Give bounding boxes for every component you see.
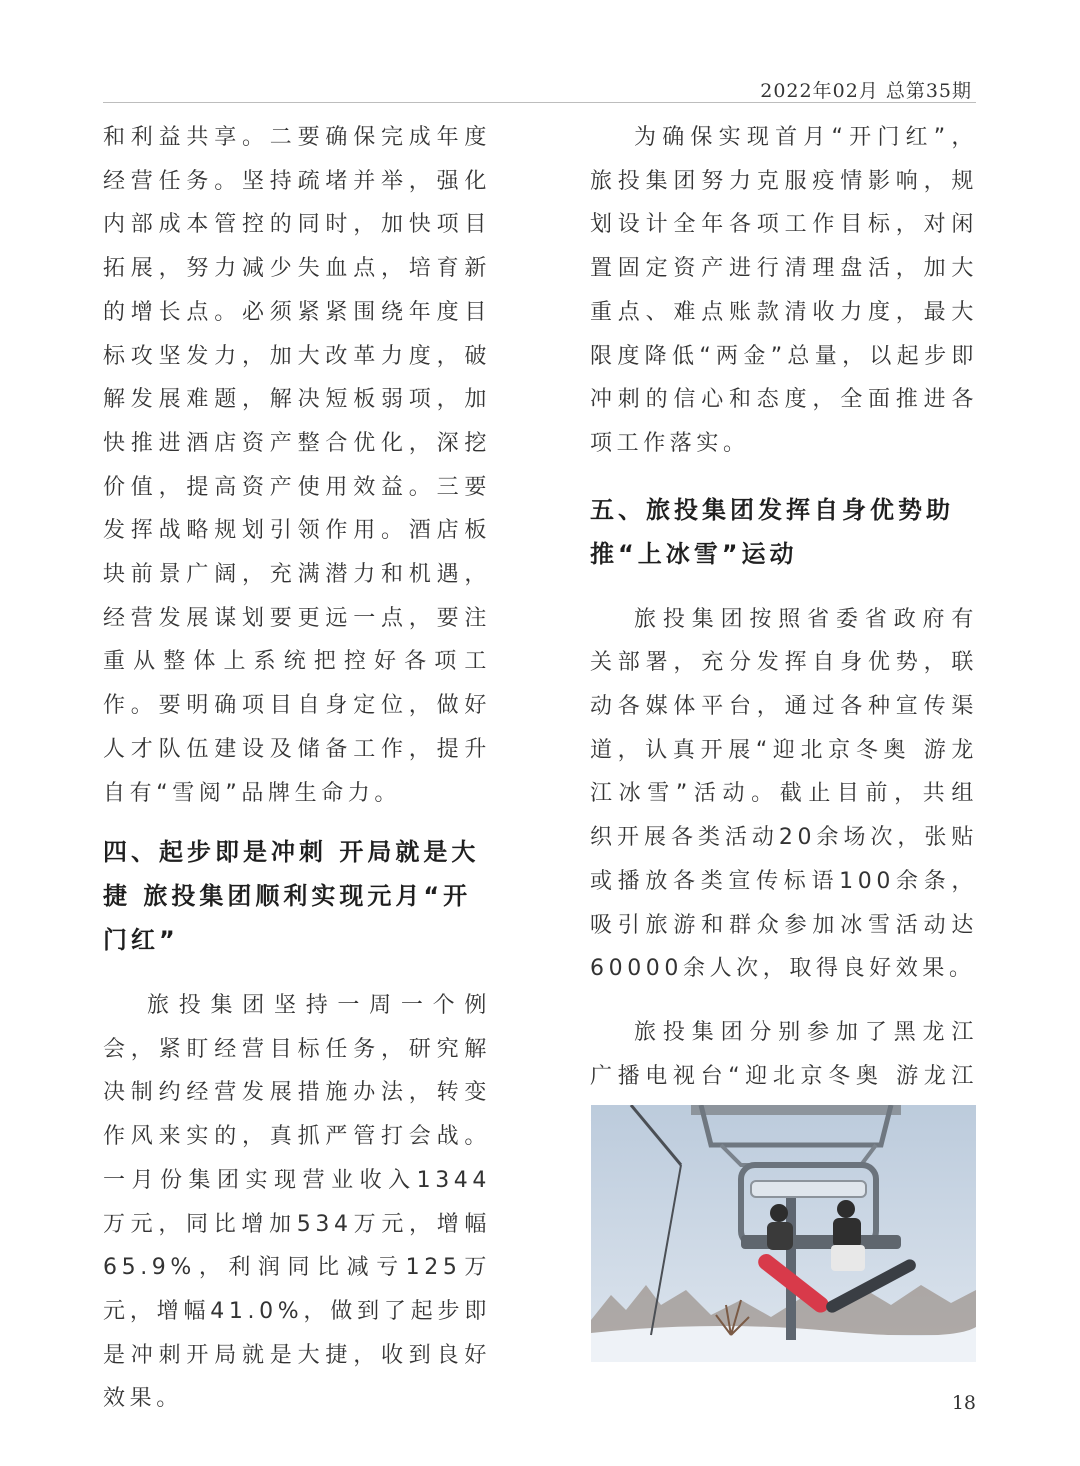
paragraph-left-1: 和利益共享。二要确保完成年度经营任务。坚持疏堵并举，强化内部成本管控的同时，加快项目拓展，努力减少失血点，培育新的增长点。必须紧紧围绕年度目标攻坚发力，加大改革力度，破解发展难题，解决短板弱项，加快推进酒店资产整合优化，深挖价值，提高资产使用效益。三要发挥战略规划引领作用。酒店板块前景广阔，充满潜力和机遇，经营发展谋划要更远一点，要注重从整体上系统把控好各项工作。要明确项目自身定位，做好人才队伍建设及储备工作，提升自有“雪阅”品牌生命力。 [103, 125, 491, 806]
lift-beam [691, 1105, 901, 1115]
rider-right-body [833, 1218, 861, 1248]
paragraph-left-2: 旅投集团坚持一周一个例会，紧盯经营目标任务，研究解决制约经营发展措施办法，转变作风来实的，真抓严管打会战。一月份集团实现营业收入1344万元，同比增加534万元，增幅65.9%，利润同比减亏125万元，增幅41.0%，做到了起步即是冲刺开局就是大捷，收到良好效果。 [103, 993, 491, 1412]
rider-left-head [770, 1204, 788, 1222]
right-column [590, 116, 978, 1142]
rider-left-body [767, 1222, 793, 1250]
paragraph-right-2: 旅投集团按照省委省政府有关部署，充分发挥自身优势，联动各媒体平台，通过各种宣传渠道，认真开展“迎北京冬奥 游龙江冰雪”活动。截止目前，共组织开展各类活动20余场次，张贴或播放各类宣传标语100余条，吸引旅游和群众参加冰雪活动达60000余人次，取得良好效果。 [590, 606, 978, 982]
paragraph-right-3: 旅投集团分别参加了黑龙江广播电视台“迎北京冬奥 游龙江 [590, 1019, 978, 1089]
paragraph-right-1: 为确保实现首月“开门红”，旅投集团努力克服疫情影响，规划设计全年各项工作目标，对闲置固定资产进行清理盘活，加大重点、难点账款清收力度，最大限度降低“两金”总量，以起步即冲刺的信心和态度，全面推进各项工作落实。 [590, 125, 978, 456]
section-heading-4: 四、起步即是冲刺 开局就是大捷 旅投集团顺利实现元月“开门红” [103, 838, 480, 954]
page-number: 18 [951, 1392, 976, 1414]
section-heading-5: 五、旅投集团发挥自身优势助推“上冰雪”运动 [590, 495, 954, 568]
ski-lift-photo [591, 1105, 976, 1362]
lift-pole [786, 1195, 796, 1340]
issue-label: 2022年02月 总第35期 [760, 80, 972, 102]
rider-right-head [837, 1200, 855, 1218]
chair-seat [741, 1235, 901, 1249]
page-header [103, 74, 976, 103]
left-column [103, 116, 491, 1421]
